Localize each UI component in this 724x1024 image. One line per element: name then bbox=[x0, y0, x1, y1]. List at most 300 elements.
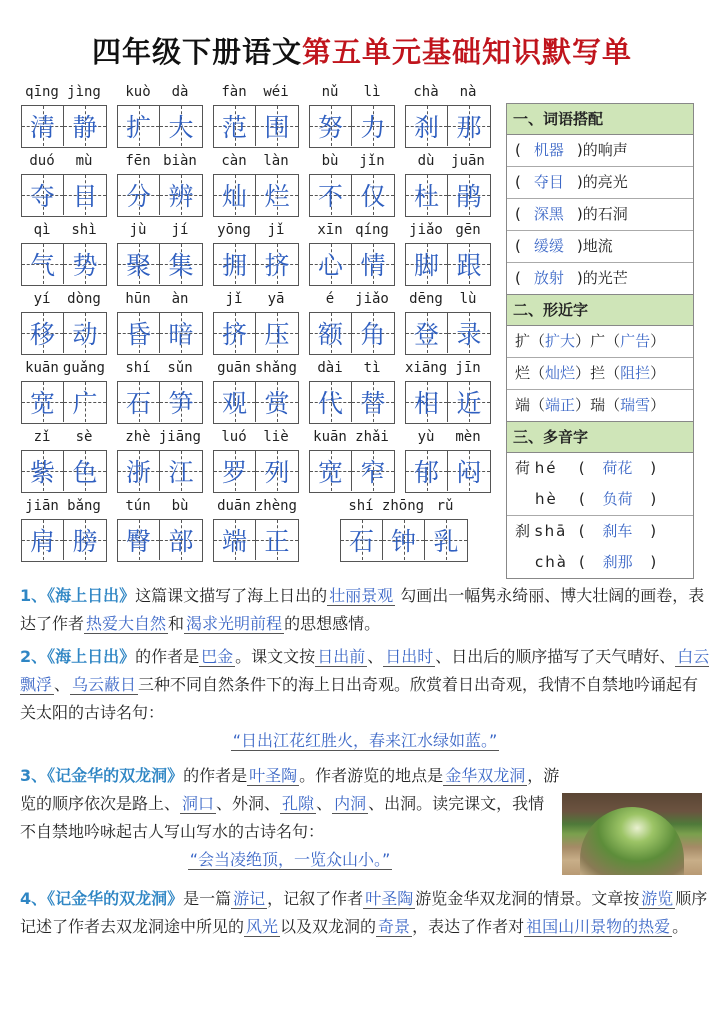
char-cell bbox=[383, 520, 425, 560]
pinyin-syllable: kuò bbox=[125, 84, 151, 100]
pinyin-syllable: luó bbox=[221, 429, 247, 445]
char: 端 bbox=[515, 396, 531, 414]
word-box bbox=[117, 498, 201, 562]
pinyin-syllable: shǎng bbox=[254, 360, 297, 376]
handwritten-char: 肩 bbox=[29, 527, 55, 556]
tianzige-cells bbox=[309, 450, 395, 493]
char-cell bbox=[160, 175, 202, 215]
handwritten-char: 压 bbox=[264, 320, 290, 349]
answer: 日出时 bbox=[385, 647, 434, 666]
handwritten-char: 移 bbox=[29, 320, 55, 349]
pinyin-syllable: àn bbox=[171, 291, 189, 307]
char-cell bbox=[64, 106, 106, 146]
pinyin-syllable: xiāng bbox=[405, 360, 448, 376]
char-cell bbox=[64, 313, 106, 353]
tianzige-cells bbox=[117, 174, 203, 217]
pinyin-syllable: yù bbox=[417, 429, 435, 445]
handwritten-char: 力 bbox=[360, 113, 386, 142]
answer: 金华双龙洞 bbox=[445, 766, 526, 785]
handwritten-char: 努 bbox=[317, 113, 343, 142]
poem-line bbox=[20, 727, 710, 755]
char-cell bbox=[22, 451, 64, 491]
tianzige-cells bbox=[117, 450, 203, 493]
pinyin-syllable: bǎng bbox=[67, 498, 101, 514]
pinyin-syllable: lì bbox=[363, 84, 381, 100]
word-box bbox=[117, 360, 201, 424]
char-cell bbox=[448, 382, 490, 422]
handwritten-char: 脚 bbox=[413, 251, 439, 280]
handwritten-char: 不 bbox=[317, 182, 343, 211]
pinyin bbox=[309, 360, 393, 378]
pinyin-syllable: càn bbox=[221, 153, 247, 169]
question-1 bbox=[20, 582, 710, 638]
handwritten-char: 宽 bbox=[317, 458, 343, 487]
tianzige-cells bbox=[213, 519, 299, 562]
handwritten-char: 暗 bbox=[168, 320, 194, 349]
pinyin-syllable: zhǎi bbox=[355, 429, 389, 445]
pinyin-syllable: yí bbox=[33, 291, 51, 307]
handwritten-char: 赏 bbox=[264, 389, 290, 418]
answer: 壮丽景观 bbox=[329, 586, 394, 605]
handwritten-char: 鹃 bbox=[456, 182, 482, 211]
handwritten-char: 大 bbox=[168, 113, 194, 142]
pinyin bbox=[213, 84, 297, 102]
polyphone-group bbox=[507, 453, 693, 516]
word-box bbox=[117, 429, 201, 493]
pinyin-syllable: guān bbox=[217, 360, 251, 376]
tianzige-cells bbox=[117, 312, 203, 355]
char-cell bbox=[64, 520, 106, 560]
pinyin-syllable: tún bbox=[125, 498, 151, 514]
char-cell bbox=[214, 175, 256, 215]
char-cell bbox=[310, 313, 352, 353]
answer: 深黑 bbox=[533, 205, 564, 223]
answer: 灿烂 bbox=[545, 364, 576, 382]
pinyin bbox=[213, 153, 297, 171]
word-box bbox=[213, 222, 297, 286]
text: 。作者游览的地点是 bbox=[299, 766, 444, 785]
handwritten-char: 挤 bbox=[264, 251, 290, 280]
char-cell bbox=[310, 244, 352, 284]
text: 的作者是 bbox=[135, 647, 200, 666]
handwritten-char: 郁 bbox=[413, 458, 439, 487]
char-cell bbox=[352, 382, 394, 422]
tianzige-cells bbox=[117, 243, 203, 286]
tianzige-cells bbox=[405, 312, 491, 355]
pinyin bbox=[405, 153, 489, 171]
handwritten-char: 罗 bbox=[221, 458, 247, 487]
handwritten-char: 挤 bbox=[221, 320, 247, 349]
text: ，表达了作者对 bbox=[412, 917, 525, 936]
pinyin bbox=[213, 429, 297, 447]
char-cell bbox=[22, 106, 64, 146]
pinyin bbox=[117, 153, 201, 171]
char-cell bbox=[118, 175, 160, 215]
word-box bbox=[117, 291, 201, 355]
pinyin-syllable: biàn bbox=[163, 153, 197, 169]
word-box bbox=[117, 222, 201, 286]
char-cell bbox=[352, 313, 394, 353]
char: 拦 bbox=[590, 364, 606, 382]
handwritten-char: 代 bbox=[317, 389, 343, 418]
handwritten-char: 笋 bbox=[168, 389, 194, 418]
char-cell bbox=[160, 520, 202, 560]
word-box bbox=[213, 291, 297, 355]
handwritten-char: 宽 bbox=[29, 389, 55, 418]
pinyin-syllable: liè bbox=[263, 429, 289, 445]
answer: 刹那 bbox=[602, 553, 633, 571]
pinyin-syllable: gēn bbox=[455, 222, 481, 238]
tianzige-cells bbox=[309, 174, 395, 217]
pinyin-syllable: dù bbox=[417, 153, 435, 169]
pinyin-syllable: qīng bbox=[25, 84, 59, 100]
poem-answer: “日出江花红胜火，春来江水绿如蓝。” bbox=[232, 731, 498, 750]
word-box bbox=[405, 153, 489, 217]
answer: 机器 bbox=[533, 141, 564, 159]
char-cell bbox=[406, 244, 448, 284]
char: 广 bbox=[590, 332, 606, 350]
pinyin-syllable: jiǎo bbox=[409, 222, 443, 238]
tianzige-cells bbox=[21, 519, 107, 562]
pinyin-syllable: sǔn bbox=[167, 360, 193, 376]
char-cell bbox=[310, 451, 352, 491]
handwritten-char: 近 bbox=[456, 389, 482, 418]
polyphone-line: 荷 hé ( 荷花 ) bbox=[515, 453, 693, 484]
handwritten-char: 气 bbox=[29, 251, 55, 280]
handwritten-char: 情 bbox=[360, 251, 386, 280]
word-box bbox=[213, 498, 297, 562]
answer: 洞口 bbox=[182, 794, 215, 813]
char-cell bbox=[406, 382, 448, 422]
polyphone-line: chà ( 刹那 ) bbox=[515, 547, 693, 578]
tianzige-cells bbox=[21, 174, 107, 217]
answer: 阻拦 bbox=[620, 364, 651, 382]
char-cell bbox=[160, 382, 202, 422]
pinyin-syllable: hūn bbox=[125, 291, 151, 307]
suffix: 的亮光 bbox=[582, 173, 628, 191]
text: 的作者是 bbox=[183, 766, 248, 785]
handwritten-char: 目 bbox=[72, 182, 98, 211]
polyphone-line: 刹 shā ( 刹车 ) bbox=[515, 516, 693, 547]
pinyin-syllable: zhōng bbox=[381, 498, 425, 514]
text: 的思想感情。 bbox=[284, 614, 381, 633]
word-box bbox=[309, 222, 393, 286]
answer: 渴求光明前程 bbox=[186, 614, 283, 633]
char-cell bbox=[160, 451, 202, 491]
pinyin-syllable: jīn bbox=[455, 360, 481, 376]
tianzige-cells bbox=[405, 381, 491, 424]
answer: 巴金 bbox=[201, 647, 234, 666]
pinyin bbox=[405, 429, 489, 447]
char-cell bbox=[256, 382, 298, 422]
text: 是一篇 bbox=[183, 889, 232, 908]
handwritten-char: 观 bbox=[221, 389, 247, 418]
char-cell bbox=[448, 106, 490, 146]
word-box bbox=[213, 360, 297, 424]
answer: 瑞雪 bbox=[620, 396, 651, 414]
handwritten-char: 登 bbox=[413, 320, 439, 349]
handwritten-char: 夺 bbox=[29, 182, 55, 211]
char-cell bbox=[160, 313, 202, 353]
handwritten-char: 替 bbox=[360, 389, 386, 418]
handwritten-char: 集 bbox=[168, 251, 194, 280]
char-cell bbox=[256, 244, 298, 284]
char-cell bbox=[22, 382, 64, 422]
pinyin-syllable: jù bbox=[129, 222, 147, 238]
pinyin-syllable: dà bbox=[171, 84, 189, 100]
text: 、 bbox=[367, 647, 384, 666]
pinyin bbox=[21, 360, 105, 378]
pinyin-syllable: chà bbox=[413, 84, 439, 100]
handwritten-char: 仅 bbox=[360, 182, 386, 211]
text: 游览金华双龙洞的情景。文章按 bbox=[415, 889, 640, 908]
pinyin-syllable: kuān bbox=[25, 360, 59, 376]
pinyin bbox=[213, 222, 297, 240]
question-heading: 1、《海上日出》 bbox=[20, 586, 136, 605]
word-box bbox=[21, 84, 105, 148]
pinyin bbox=[117, 291, 201, 309]
handwritten-char: 端 bbox=[221, 527, 247, 556]
handwritten-char: 乳 bbox=[433, 527, 459, 556]
handwritten-char: 正 bbox=[264, 527, 290, 556]
pinyin-syllable: jìng bbox=[67, 84, 101, 100]
char: 刹 bbox=[515, 522, 531, 540]
word-box bbox=[309, 291, 393, 355]
char-cell bbox=[64, 382, 106, 422]
pinyin-syllable: duān bbox=[217, 498, 251, 514]
pinyin-syllable: dòng bbox=[67, 291, 101, 307]
char-cell bbox=[352, 451, 394, 491]
char-cell bbox=[448, 175, 490, 215]
similar-char-row: 烂（灿烂）拦（阻拦） bbox=[507, 358, 693, 390]
pinyin-syllable: zhè bbox=[125, 429, 151, 445]
char-cell bbox=[406, 106, 448, 146]
handwritten-char: 闷 bbox=[456, 458, 482, 487]
text: 三种不同自然条件下的海上日出奇观。欣赏着日出奇观，我情不自禁地吟诵起有关太阳的古诗名句： bbox=[20, 675, 699, 722]
pinyin bbox=[21, 84, 105, 102]
answer: 端正 bbox=[545, 396, 576, 414]
suffix: 地流 bbox=[582, 237, 613, 255]
handwritten-char: 刹 bbox=[413, 113, 439, 142]
word-box bbox=[405, 360, 489, 424]
pinyin-syllable: dài bbox=[317, 360, 343, 376]
pinyin: chà bbox=[535, 553, 568, 571]
pinyin-syllable: nà bbox=[459, 84, 477, 100]
handwritten-char: 跟 bbox=[456, 251, 482, 280]
pinyin-syllable: tì bbox=[363, 360, 381, 376]
pinyin-syllable: jiǎo bbox=[355, 291, 389, 307]
char-cell bbox=[406, 313, 448, 353]
pinyin: shā bbox=[534, 522, 568, 540]
char-cell bbox=[214, 382, 256, 422]
handwritten-char: 静 bbox=[72, 113, 98, 142]
tianzige-cells bbox=[405, 105, 491, 148]
tianzige-cells bbox=[21, 105, 107, 148]
handwritten-char: 录 bbox=[456, 320, 482, 349]
pinyin bbox=[117, 222, 201, 240]
text: 顺序记述了作者去双龙洞途中所见的 bbox=[20, 889, 708, 936]
pinyin-syllable: shí bbox=[125, 360, 151, 376]
pinyin-syllable: rǔ bbox=[436, 498, 454, 514]
pinyin bbox=[405, 360, 489, 378]
char-cell bbox=[310, 106, 352, 146]
char-cell bbox=[118, 313, 160, 353]
answer: 放射 bbox=[533, 269, 564, 287]
text: 、日出后的顺序描写了天气晴好、 bbox=[435, 647, 676, 666]
answer: 夺目 bbox=[533, 173, 564, 191]
pinyin bbox=[21, 291, 105, 309]
char-cell bbox=[256, 106, 298, 146]
tianzige-cells bbox=[309, 243, 395, 286]
handwritten-char: 清 bbox=[29, 113, 55, 142]
tianzige-cells bbox=[21, 243, 107, 286]
word-box bbox=[309, 84, 393, 148]
pinyin-syllable: yā bbox=[267, 291, 285, 307]
char-cell bbox=[64, 244, 106, 284]
char-cell bbox=[256, 175, 298, 215]
tianzige-cells bbox=[213, 312, 299, 355]
pinyin bbox=[309, 222, 393, 240]
pinyin bbox=[405, 291, 489, 309]
handwritten-char: 广 bbox=[72, 389, 98, 418]
title-unit: 第五单元基础知识默写单 bbox=[302, 35, 633, 69]
pinyin-syllable: bù bbox=[321, 153, 339, 169]
answer: 负荷 bbox=[602, 490, 633, 508]
word-box bbox=[405, 291, 489, 355]
cave-photo bbox=[562, 793, 702, 875]
pinyin-syllable: fēn bbox=[125, 153, 151, 169]
char-cell bbox=[256, 520, 298, 560]
char-cell bbox=[406, 175, 448, 215]
word-box bbox=[309, 429, 393, 493]
char-cell bbox=[448, 451, 490, 491]
word-box bbox=[21, 153, 105, 217]
word-box bbox=[213, 153, 297, 217]
pinyin bbox=[213, 360, 297, 378]
pinyin bbox=[309, 429, 393, 447]
pinyin bbox=[309, 291, 393, 309]
answer: 广告 bbox=[620, 332, 651, 350]
collocation-row: ( 缓缓 )地流 bbox=[507, 231, 693, 263]
answer: 荷花 bbox=[602, 459, 633, 477]
word-box bbox=[405, 222, 489, 286]
text: 这篇课文描写了海上日出的 bbox=[135, 586, 328, 605]
pinyin-syllable: guǎng bbox=[62, 360, 105, 376]
pinyin-syllable: dēng bbox=[409, 291, 443, 307]
collocation-row: ( 夺目 )的亮光 bbox=[507, 167, 693, 199]
word-box bbox=[213, 429, 297, 493]
answer: 叶圣陶 bbox=[249, 766, 298, 785]
char-cell bbox=[352, 175, 394, 215]
handwritten-char: 扩 bbox=[125, 113, 151, 142]
handwritten-char: 部 bbox=[168, 527, 194, 556]
pinyin-syllable: shí bbox=[348, 498, 374, 514]
tianzige-cells bbox=[405, 450, 491, 493]
char-cell bbox=[118, 451, 160, 491]
char-cell bbox=[341, 520, 383, 560]
answer: 扩大 bbox=[545, 332, 576, 350]
tianzige-cells bbox=[21, 450, 107, 493]
handwritten-char: 围 bbox=[264, 113, 290, 142]
pinyin bbox=[21, 429, 105, 447]
char-cell bbox=[352, 244, 394, 284]
char: 扩 bbox=[515, 332, 531, 350]
word-box bbox=[340, 498, 466, 562]
pinyin-syllable: juān bbox=[451, 153, 485, 169]
pinyin bbox=[309, 153, 393, 171]
handwritten-char: 那 bbox=[456, 113, 482, 142]
tianzige-cells bbox=[213, 105, 299, 148]
pinyin-syllable: kuān bbox=[313, 429, 347, 445]
polyphone-line: hè ( 负荷 ) bbox=[515, 484, 693, 515]
char-cell bbox=[214, 106, 256, 146]
pinyin bbox=[117, 360, 201, 378]
handwritten-char: 色 bbox=[72, 458, 98, 487]
pinyin-syllable: yōng bbox=[217, 222, 251, 238]
handwritten-char: 钟 bbox=[390, 527, 416, 556]
handwritten-char: 江 bbox=[168, 458, 194, 487]
char-cell bbox=[425, 520, 467, 560]
char-cell bbox=[118, 520, 160, 560]
pinyin-syllable: jí bbox=[171, 222, 189, 238]
text: 。课文文按 bbox=[235, 647, 316, 666]
text: ，记叙了作者 bbox=[267, 889, 364, 908]
pinyin-syllable: mù bbox=[75, 153, 93, 169]
tianzige-cells bbox=[213, 243, 299, 286]
char-cell bbox=[64, 451, 106, 491]
tianzige-cells bbox=[309, 105, 395, 148]
handwritten-char: 紫 bbox=[29, 458, 55, 487]
tianzige-cells bbox=[117, 105, 203, 148]
word-box bbox=[21, 291, 105, 355]
pinyin-syllable: jǐ bbox=[267, 222, 285, 238]
answer: 祖国山川景物的热爱 bbox=[526, 917, 671, 936]
text: 、 bbox=[54, 675, 71, 694]
answer: 叶圣陶 bbox=[365, 889, 414, 908]
handwritten-char: 膀 bbox=[72, 527, 98, 556]
char-cell bbox=[448, 313, 490, 353]
text: 和 bbox=[168, 614, 185, 633]
section-header: 三、多音字 bbox=[507, 421, 693, 453]
char-cell bbox=[160, 106, 202, 146]
pinyin-syllable: fàn bbox=[221, 84, 247, 100]
collocation-row: ( 放射 )的光芒 bbox=[507, 263, 693, 294]
suffix: 的光芒 bbox=[582, 269, 628, 287]
tianzige-cells bbox=[213, 381, 299, 424]
pinyin bbox=[21, 498, 105, 516]
pinyin-syllable: qì bbox=[33, 222, 51, 238]
handwritten-char: 石 bbox=[348, 527, 374, 556]
section-header: 一、词语搭配 bbox=[507, 104, 693, 135]
pinyin-syllable: zǐ bbox=[33, 429, 51, 445]
collocation-row: ( 机器 )的响声 bbox=[507, 135, 693, 167]
pinyin bbox=[309, 84, 393, 102]
word-box bbox=[21, 429, 105, 493]
char-cell bbox=[310, 382, 352, 422]
section-header: 二、形近字 bbox=[507, 294, 693, 326]
word-box bbox=[309, 360, 393, 424]
pinyin-syllable: jǐ bbox=[225, 291, 243, 307]
answer: 内洞 bbox=[334, 794, 367, 813]
handwritten-char: 拥 bbox=[221, 251, 247, 280]
char-cell bbox=[160, 244, 202, 284]
pinyin bbox=[117, 498, 201, 516]
pinyin bbox=[21, 222, 105, 240]
handwritten-char: 聚 bbox=[125, 251, 151, 280]
title-grade: 四年级下册语文 bbox=[91, 35, 302, 69]
char: 荷 bbox=[515, 459, 531, 477]
handwritten-char: 相 bbox=[413, 389, 439, 418]
